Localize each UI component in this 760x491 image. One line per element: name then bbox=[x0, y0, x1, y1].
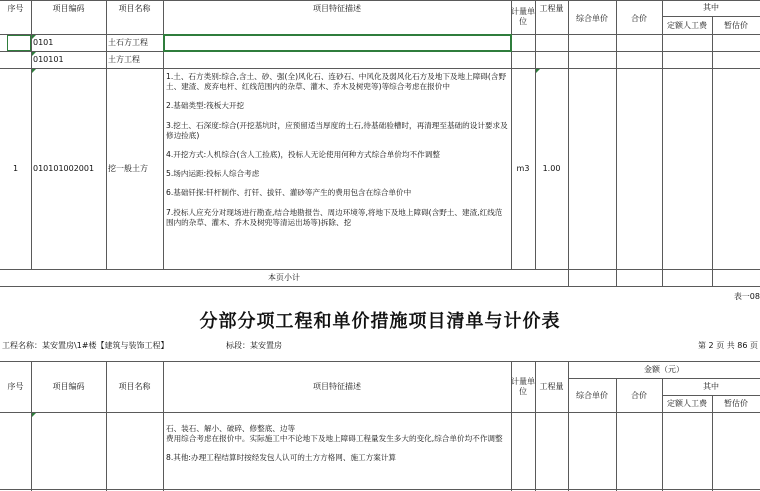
desc-line-7: 7.投标人应充分对现场进行勘查,结合地勘报告、周边环境等,将地下及地上障碍(含野土、建渣,红线范围内的杂草、灌木、乔木及树兜等清运出场等)拆除、挖 bbox=[166, 207, 503, 227]
item-unit: m3 bbox=[516, 164, 530, 173]
header-name: 项目名称 bbox=[118, 3, 151, 13]
continued-line-3: 8.其他:办理工程结算时按经发包人认可的土方方格网、施工方案计算 bbox=[166, 453, 397, 463]
header2-desc: 项目特征描述 bbox=[313, 382, 361, 391]
header2-seq: 序号 bbox=[7, 382, 24, 391]
row-name-0101: 土石方工程 bbox=[108, 38, 148, 47]
header2-total: 合价 bbox=[631, 390, 647, 400]
continued-line-1: 石、装石、解小、破碎、修整底、边等 bbox=[166, 424, 296, 433]
header-of-which: 其中 bbox=[703, 3, 719, 12]
header2-labor: 定额人工费 bbox=[667, 399, 707, 408]
header2-amount: 金额（元） bbox=[644, 365, 684, 374]
desc-line-2: 2.基础类型:筏板大开挖 bbox=[166, 101, 245, 111]
header-labor: 定额人工费 bbox=[667, 20, 707, 30]
header2-name: 项目名称 bbox=[118, 382, 151, 391]
page-info: 第 2 页 共 86 页 bbox=[698, 341, 758, 350]
header2-unit-price: 综合单价 bbox=[576, 390, 608, 400]
row-code-010101: 010101 bbox=[33, 55, 64, 64]
row-name-010101: 土方工程 bbox=[108, 55, 140, 64]
header2-unit: 计量单位 bbox=[511, 377, 535, 396]
desc-line-5: 5.场内运距:投标人综合考虑 bbox=[166, 169, 260, 179]
item-name: 挖一般土方 bbox=[108, 164, 148, 173]
row-seq-cell-0101[interactable] bbox=[7, 35, 31, 51]
header-unit-price: 综合单价 bbox=[576, 13, 608, 23]
page-title: 分部分项工程和单价措施项目清单与计价表 bbox=[199, 311, 561, 332]
page-subtotal-label: 本页小计 bbox=[268, 273, 300, 282]
header-desc: 项目特征描述 bbox=[313, 3, 361, 13]
header-total: 合价 bbox=[631, 13, 647, 23]
continued-line-2: 费用综合考虑在报价中。实际施工中不论地下及地上障碍工程量发生多大的变化,综合单价均不作调整 bbox=[166, 434, 503, 444]
header-unit: 计量单位 bbox=[511, 7, 535, 26]
desc-line-4: 4.开挖方式:人机综合(含人工捡底)，投标人无论使用何种方式综合单价均不作调整 bbox=[166, 150, 440, 160]
item-seq: 1 bbox=[12, 164, 19, 173]
header2-provisional: 暂估价 bbox=[724, 399, 748, 408]
project-name: 工程名称：某安置房\1#楼【建筑与装饰工程】 bbox=[2, 341, 169, 350]
header2-qty: 工程量 bbox=[539, 382, 564, 391]
continued-description bbox=[166, 424, 509, 484]
header2-code: 项目编码 bbox=[52, 382, 85, 391]
selected-cell[interactable] bbox=[163, 34, 512, 52]
desc-line-3: 3.挖土、石深度:综合(开挖基坑时，应预留适当厚度的土石,待基础验槽时，再清理至基础的设计要求及修边捡底) bbox=[166, 120, 508, 140]
desc-line-1: 1.土、石方类别:综合,含土、砂、强(全)风化石、连砂石、中风化及弱风化石方及地下及地上障碍(含野土、建渣、废弃电杆、红线范围内的杂草、灌木、乔木及树兜等)等综合考虑在报价中 bbox=[166, 72, 507, 92]
header-code: 项目编码 bbox=[52, 3, 85, 13]
desc-line-6: 6.基础钎探:钎杆制作、打钎、拔钎、灌砂等产生的费用包含在综合单价中 bbox=[166, 188, 412, 198]
item-qty: 1.00 bbox=[542, 164, 561, 173]
header-provisional: 暂估价 bbox=[724, 20, 748, 30]
header-seq: 序号 bbox=[7, 3, 24, 13]
header2-of-which: 其中 bbox=[703, 382, 719, 391]
item-code: 010101002001 bbox=[33, 164, 95, 173]
table-number: 表一08 bbox=[733, 292, 760, 301]
item-description bbox=[166, 72, 509, 268]
section-name: 标段：某安置房 bbox=[226, 341, 282, 350]
row-code-0101: 0101 bbox=[33, 38, 54, 47]
header-qty: 工程量 bbox=[539, 3, 564, 13]
